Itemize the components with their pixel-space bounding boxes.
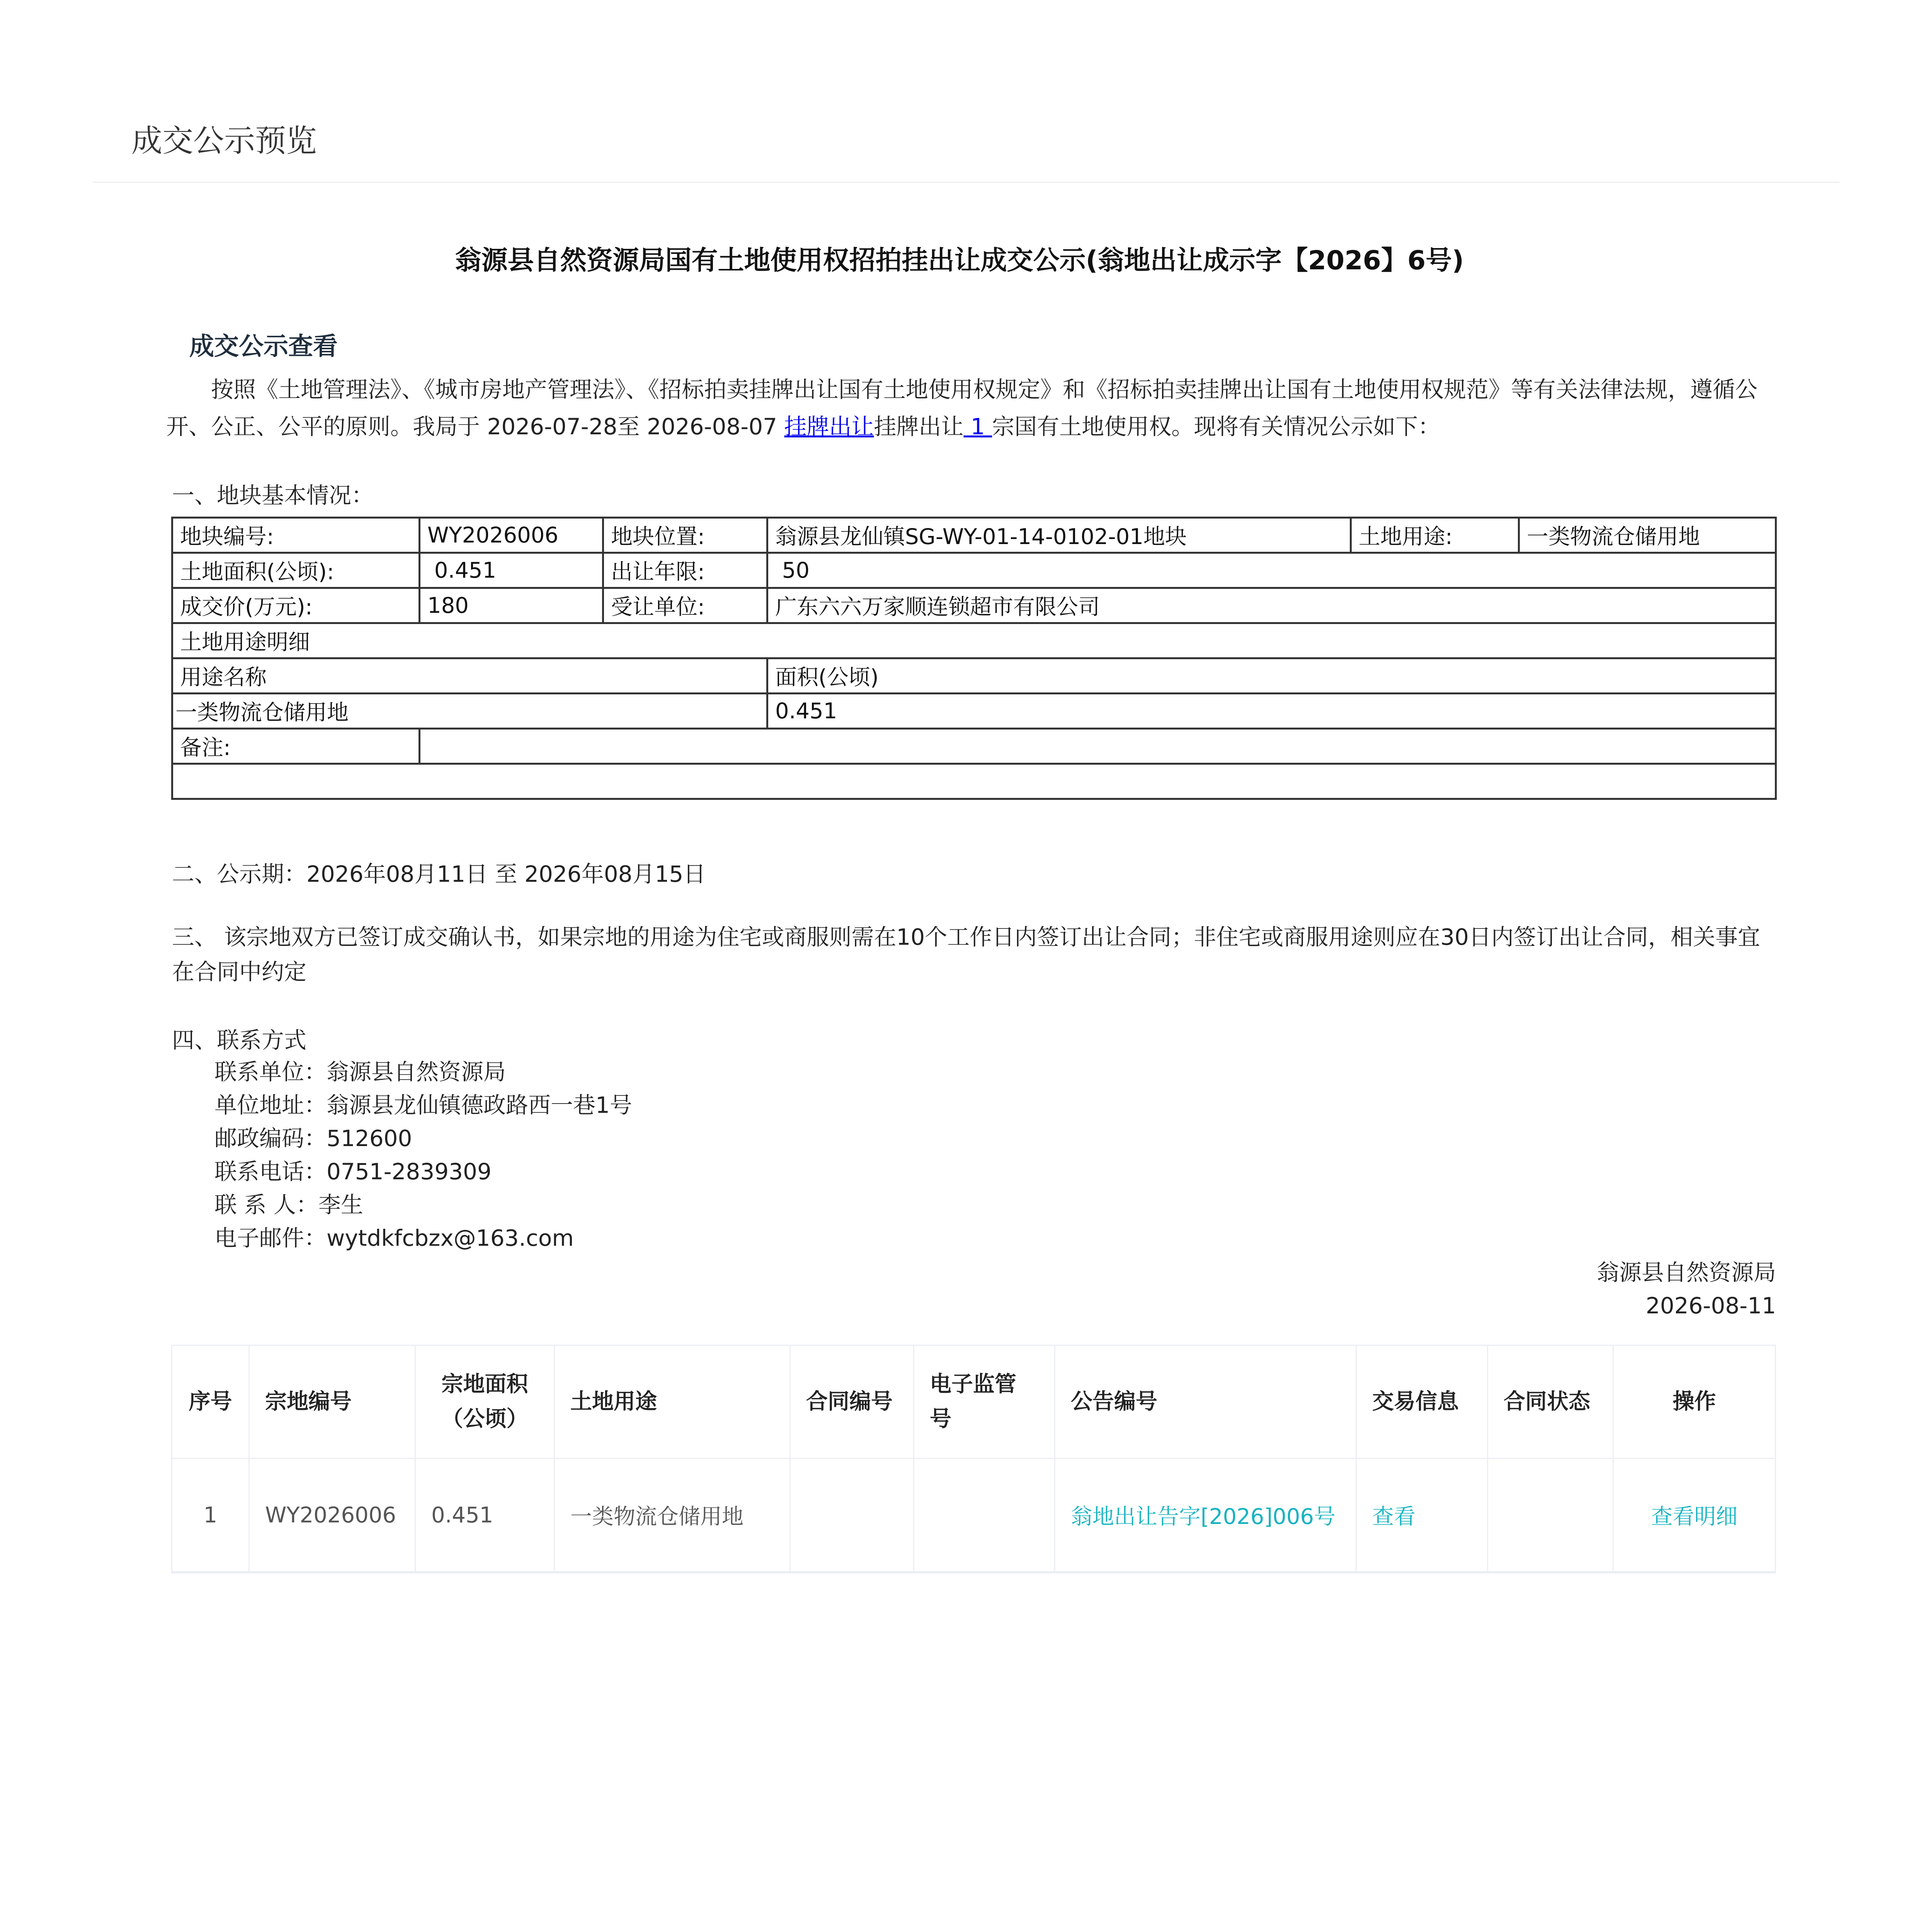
remark-label: 备注: bbox=[172, 729, 420, 764]
section3-text: 三、 该宗地双方已签订成交确认书，如果宗地的用途为住宅或商服则需在10个工作日内签订出让合同；非住宅或商服用途则应在30日内签订出让合同，相关事宜在合同中约定 bbox=[172, 924, 1761, 985]
contact-person: 联 系 人：李生 bbox=[214, 1192, 363, 1218]
contact-email: 电子邮件：wytdkfcbzx@163.com bbox=[214, 1225, 574, 1251]
header-area-line1: 宗地面积 bbox=[441, 1372, 528, 1397]
area-label: 土地面积(公顷): bbox=[172, 553, 420, 588]
info-row bbox=[172, 588, 1776, 623]
use-detail-label: 土地用途明细 bbox=[172, 623, 1776, 658]
count-link[interactable]: 1 bbox=[963, 413, 992, 440]
info-row bbox=[172, 623, 1776, 658]
cell-seq: 1 bbox=[172, 1459, 249, 1573]
header-area bbox=[415, 1345, 555, 1459]
contact-address: 单位地址：翁源县龙仙镇德政路西一巷1号 bbox=[214, 1092, 632, 1118]
use-area-header: 面积(公顷) bbox=[767, 658, 1776, 694]
preview-title: 成交公示预览 bbox=[131, 123, 317, 159]
info-row bbox=[172, 518, 1776, 553]
location-label: 地块位置: bbox=[603, 518, 767, 553]
info-row bbox=[172, 658, 1776, 694]
use-name: 一类物流仓储用地 bbox=[172, 694, 767, 729]
price: 180 bbox=[420, 588, 603, 623]
price-label: 成交价(万元): bbox=[172, 588, 420, 623]
parcel-no-label: 地块编号: bbox=[172, 518, 420, 553]
info-row bbox=[172, 553, 1776, 588]
header-supervision-line2: 号 bbox=[930, 1406, 951, 1432]
header-use: 土地用途 bbox=[555, 1345, 790, 1459]
parcel-no: WY2026006 bbox=[420, 518, 603, 553]
signature-org: 翁源县自然资源局 bbox=[1596, 1259, 1776, 1286]
cell-contract-status bbox=[1488, 1459, 1613, 1573]
section2-text: 二、公示期：2026年08月11日 至 2026年08月15日 bbox=[172, 861, 706, 887]
use-area: 0.451 bbox=[767, 694, 1776, 729]
document-title: 翁源县自然资源局国有土地使用权招拍挂出让成交公示(翁地出让成示字【2026】6号) bbox=[455, 245, 1464, 276]
info-row bbox=[172, 694, 1776, 729]
section4-label: 四、联系方式 bbox=[172, 1027, 307, 1053]
area: 0.451 bbox=[420, 553, 603, 588]
cell-supervision bbox=[914, 1459, 1055, 1573]
info-row bbox=[172, 764, 1776, 799]
contact-phone: 联系电话：0751-2839309 bbox=[214, 1158, 492, 1185]
empty-cell bbox=[172, 764, 1776, 799]
preview-header bbox=[93, 93, 1839, 183]
cell-use: 一类物流仓储用地 bbox=[555, 1459, 790, 1573]
term-label: 出让年限: bbox=[603, 553, 767, 588]
view-details-link[interactable]: 查看明细 bbox=[1613, 1459, 1776, 1573]
header-area-line2: （公顷） bbox=[441, 1406, 528, 1432]
header-parcel-no: 宗地编号 bbox=[249, 1345, 415, 1459]
intro-part3: 宗国有土地使用权。现将有关情况公示如下： bbox=[992, 413, 1441, 440]
signature-date: 2026-08-11 bbox=[1645, 1293, 1776, 1319]
info-row bbox=[172, 729, 1776, 764]
buyer-label: 受让单位: bbox=[603, 588, 767, 623]
use-name-header: 用途名称 bbox=[172, 658, 767, 694]
buyer: 广东六六万家顺连锁超市有限公司 bbox=[767, 588, 1776, 623]
header-seq: 序号 bbox=[172, 1345, 249, 1459]
contact-block bbox=[214, 1055, 632, 1255]
cell-parcel-no: WY2026006 bbox=[249, 1459, 415, 1573]
use: 一类物流仓储用地 bbox=[1519, 518, 1776, 553]
section1-label: 一、地块基本情况： bbox=[172, 482, 374, 509]
parcel-info-table bbox=[171, 517, 1777, 800]
parcel-list-table bbox=[171, 1345, 1776, 1573]
header-action: 操作 bbox=[1613, 1345, 1776, 1459]
header-notice-no: 公告编号 bbox=[1055, 1345, 1356, 1459]
section-heading: 成交公示查看 bbox=[189, 332, 338, 361]
contact-postcode: 邮政编码：512600 bbox=[214, 1125, 412, 1151]
header-contract-status: 合同状态 bbox=[1488, 1345, 1613, 1459]
remark bbox=[420, 729, 1776, 764]
view-trade-info-link[interactable]: 查看 bbox=[1356, 1459, 1488, 1573]
cell-contract-no bbox=[790, 1459, 914, 1573]
intro-part1: 按照《土地管理法》、《城市房地产管理法》、《招标拍卖挂牌出让国有土地使用权规定》和《招标拍卖挂牌出让国有土地使用权规范》等有关法律法规，遵循公开、公正、公平的原则。我局于 2026-07-28至 2026-08-07 bbox=[166, 376, 1758, 440]
intro-paragraph bbox=[166, 371, 1758, 445]
location: 翁源县龙仙镇SG-WY-01-14-0102-01地块 bbox=[767, 518, 1351, 553]
signature-block bbox=[1597, 1256, 1776, 1322]
header-supervision-line1: 电子监管 bbox=[930, 1372, 1016, 1397]
header-trade-info: 交易信息 bbox=[1356, 1345, 1488, 1459]
header-contract-no: 合同编号 bbox=[790, 1345, 914, 1459]
notice-no-link[interactable]: 翁地出让告字[2026]006号 bbox=[1055, 1459, 1356, 1573]
header-supervision bbox=[914, 1345, 1055, 1459]
table-header-row bbox=[172, 1345, 1776, 1459]
cell-area: 0.451 bbox=[415, 1459, 555, 1573]
term: 50 bbox=[767, 553, 1776, 588]
intro-part2: 挂牌出让 bbox=[874, 413, 964, 440]
use-label: 土地用途: bbox=[1351, 518, 1519, 553]
table-row bbox=[172, 1459, 1776, 1573]
listing-link[interactable]: 挂牌出让 bbox=[784, 413, 874, 440]
contact-unit: 联系单位：翁源县自然资源局 bbox=[214, 1059, 506, 1085]
